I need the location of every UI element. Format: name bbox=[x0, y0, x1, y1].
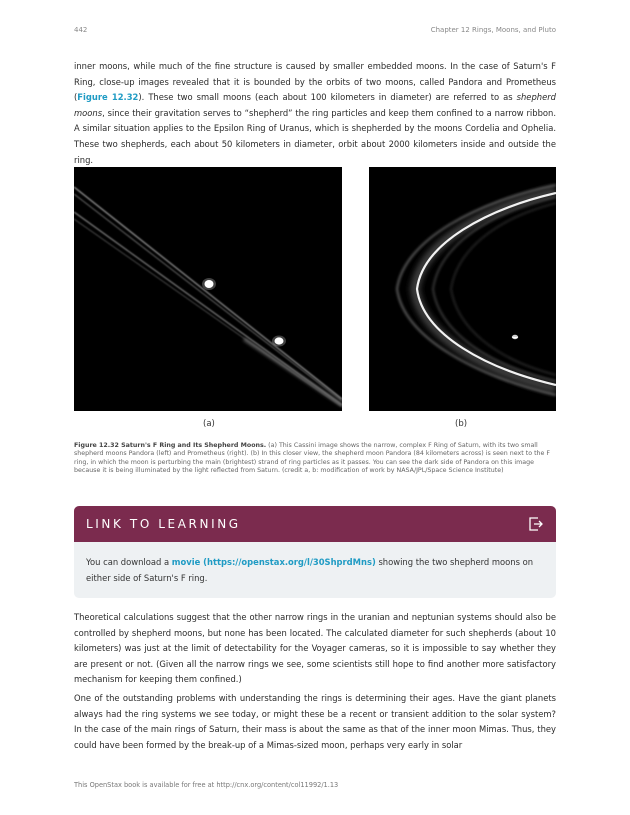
link-to-learning-header bbox=[74, 506, 556, 542]
link-to-learning-text bbox=[86, 555, 546, 586]
external-link-icon bbox=[528, 516, 544, 532]
para1-text-3: , since their gravitation serves to “shepherd” the ring particles and keep them confined to a narrow ribbon. A similar situation applies to the Epsilon Ring of Uranus, which is shepherded by the moons Cordelia and Ophelia. These two shepherds, each about 50 kilometers in diameter, orbit about 2000 kilometers inside and outside the ring. bbox=[74, 107, 556, 165]
paragraph-ring-ages: One of the outstanding problems with understanding the rings is determining their ages. Have the giant planets always had the ring systems we see today, or might these be a recent or transient addition to the solar system? In the case of the main rings of Saturn, their mass is about the same as that of the inner moon Mimas. Thus, they could have been formed by the break-up of a Mimas-sized moon, perhaps very early in solar bbox=[74, 693, 556, 750]
link-to-learning-body bbox=[74, 542, 556, 598]
figure-a-label: (a) bbox=[203, 419, 215, 429]
figure-a-image bbox=[74, 167, 342, 411]
figure-b-image bbox=[369, 167, 556, 411]
page-number: 442 bbox=[74, 26, 88, 34]
page-header bbox=[74, 26, 556, 38]
page-footer: This OpenStax book is available for free at http://cnx.org/content/col11992/1.13 bbox=[74, 781, 339, 789]
para1-text-2: ). These two small moons (each about 100 kilometers in diameter) are referred to as bbox=[138, 92, 517, 103]
shepherd-moons-term: shepherd moons bbox=[74, 92, 556, 118]
chapter-title: Chapter 12 Rings, Moons, and Pluto bbox=[430, 26, 556, 34]
callout-text-2: showing the two shepherd moons on either side of Saturn's F ring. bbox=[86, 557, 534, 583]
figure-caption bbox=[74, 442, 556, 476]
figure-caption-text: (a) This Cassini image shows the narrow, complex F Ring of Saturn, with its two small shepherd moons Pandora (left) and Prometheus (right). (b) In this closer view, the shepherd moon Pandora (84 kilometers across) is seen next to the F ring, in which the moon is perturbing the main (brightest) strand of ring particles as it passes. You can see the dark side of Pandora on this image because it is being illuminated by the light reflected from Saturn. (credit a, b: modification of work by NASA/JPL/Space Science Institute) bbox=[74, 442, 551, 475]
figure-reference-link[interactable]: Figure 12.32 bbox=[77, 92, 139, 103]
paragraph-shepherd-moons bbox=[74, 59, 556, 168]
link-to-learning-title: LINK TO LEARNING bbox=[86, 517, 241, 531]
figure-caption-title: Figure 12.32 Saturn's F Ring and Its Shepherd Moons. bbox=[74, 442, 267, 449]
paragraph-theoretical-calculations: Theoretical calculations suggest that the other narrow rings in the uranian and neptunian systems should also be controlled by shepherd moons, but none has been located. The calculated diameter for such shepherds (about 10 kilometers) was just at the limit of detectability for the Voyager cameras, so it is impossible to say whether they are present or not. (Given all the narrow rings we see, some scientists still hope to find another more satisfactory mechanism for keeping them confined.) bbox=[74, 612, 556, 685]
figure-b-label: (b) bbox=[455, 419, 468, 429]
callout-text-1: You can download a bbox=[86, 557, 172, 567]
para1-text-1: inner moons, while much of the fine structure is caused by smaller embedded moons. In the case of Saturn's F Ring, close-up images revealed that it is bounded by the orbits of two moons, called Pandora and Prometheus ( bbox=[74, 61, 556, 103]
movie-link[interactable]: movie (https://openstax.org/l/30ShprdMns) bbox=[171, 557, 376, 567]
